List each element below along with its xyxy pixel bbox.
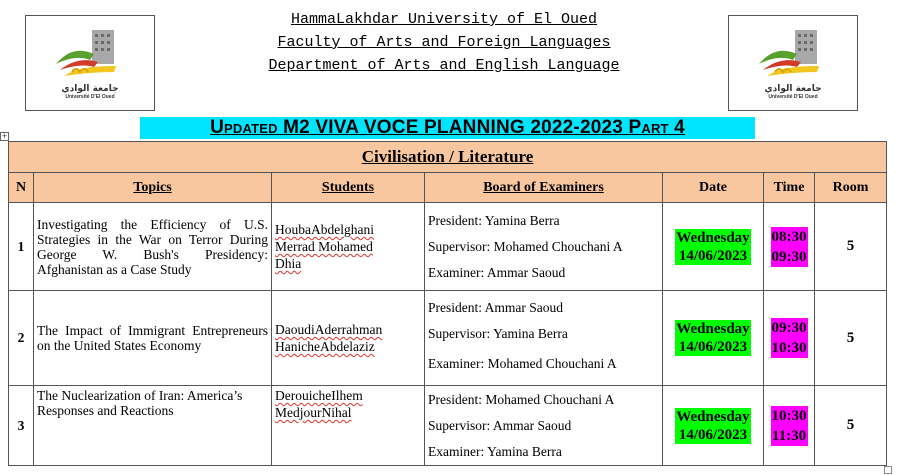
board-examiner: Examiner: Ammar Saoud	[428, 264, 566, 280]
date-cell	[663, 386, 764, 466]
date-highlight	[675, 229, 750, 265]
board-president: President: Yamina Berra	[428, 212, 560, 228]
logo-arabic-text: جامعة الوادي	[61, 84, 119, 94]
date-day: Wednesday	[676, 321, 750, 337]
board-supervisor: Supervisor: Ammar Saoud	[428, 417, 572, 433]
time-start: 08:30	[771, 228, 807, 245]
time-highlight	[771, 227, 808, 267]
student-name: MedjourNihal	[275, 405, 352, 420]
faculty-name: Faculty of Arts and Foreign Languages	[277, 34, 611, 51]
room-cell: 5	[815, 291, 887, 386]
university-name: HammaLakhdar University of El Oued	[290, 11, 598, 28]
board-cell	[425, 203, 663, 291]
board-supervisor: Supervisor: Yamina Berra	[428, 326, 568, 341]
table-row	[9, 203, 887, 291]
date-cell	[663, 203, 764, 291]
department-name: Department of Arts and English Language	[268, 57, 620, 74]
board-president: President: Mohamed Chouchani A	[428, 391, 615, 407]
table-move-handle-icon[interactable]: +	[1, 132, 8, 140]
topic-text: The Nuclearization of Iran: America’s Responses and Reactions	[37, 388, 243, 418]
column-header-time: Time	[764, 173, 815, 203]
university-logo-right	[728, 15, 858, 111]
time-end: 09:30	[771, 248, 807, 265]
row-number: 2	[9, 291, 34, 386]
time-end: 11:30	[771, 427, 807, 444]
table-row	[9, 291, 887, 386]
column-header-room: Room	[815, 173, 887, 203]
students-cell	[272, 386, 425, 466]
institution-header	[160, 8, 728, 77]
student-name: HanicheAbdelaziz	[275, 339, 375, 354]
topic-cell: The Impact of Immigrant Entrepreneurs on the United States Economy	[34, 291, 272, 386]
viva-planning-table	[8, 141, 887, 466]
board-supervisor: Supervisor: Mohamed Chouchani A	[428, 238, 623, 254]
date-value: 14/06/2023	[678, 247, 748, 264]
row-number: 1	[9, 203, 34, 291]
logo-latin-text: Université D'El Oued	[768, 94, 818, 100]
date-cell	[663, 291, 764, 386]
topic-cell: Investigating the Efficiency of U.S. Strategies in the War on Terror During George W. Bush's Presidency: Afghanistan as a Case Study	[34, 203, 272, 291]
university-logo-left	[25, 15, 155, 111]
time-start: 10:30	[771, 407, 807, 424]
column-header-date: Date	[663, 173, 764, 203]
board-examiner: Examiner: Yamina Berra	[428, 443, 562, 459]
logo-latin-text: Université D'El Oued	[65, 94, 115, 100]
room-cell: 5	[815, 386, 887, 466]
board-cell	[425, 386, 663, 466]
student-name: DerouicheIlhem	[275, 388, 363, 403]
table-resize-handle-icon[interactable]	[884, 466, 892, 474]
column-header-board: Board of Examiners	[425, 173, 663, 203]
time-end: 10:30	[771, 340, 807, 356]
time-cell	[764, 386, 815, 466]
logo-arabic-text: جامعة الوادي	[764, 84, 822, 94]
time-highlight	[771, 318, 808, 358]
column-header-n: N	[9, 173, 34, 203]
date-day: Wednesday	[676, 229, 750, 246]
time-cell	[764, 203, 815, 291]
row-number: 3	[9, 386, 34, 466]
room-cell: 5	[815, 203, 887, 291]
date-value: 14/06/2023	[678, 426, 748, 443]
date-highlight	[675, 408, 750, 444]
student-name: HoubaAbdelghani	[275, 222, 374, 237]
date-day: Wednesday	[676, 408, 750, 425]
section-heading: Civilisation / Literature	[9, 142, 887, 173]
board-examiner: Examiner: Mohamed Chouchani A	[428, 356, 617, 371]
table-row	[9, 386, 887, 466]
planning-title: Updated M2 VIVA VOCE PLANNING 2022-2023 Part 4	[140, 117, 755, 139]
date-highlight	[675, 320, 750, 356]
student-name: Dhia	[275, 256, 302, 271]
board-president: President: Ammar Saoud	[428, 300, 563, 315]
student-name: DaoudiAderrahman	[275, 322, 383, 337]
university-emblem-icon	[50, 26, 130, 84]
column-header-topics: Topics	[34, 173, 272, 203]
students-cell	[272, 291, 425, 386]
university-emblem-icon	[753, 26, 833, 84]
students-cell	[272, 203, 425, 291]
date-value: 14/06/2023	[678, 339, 748, 355]
topic-cell	[34, 386, 272, 466]
student-name: Merrad Mohamed	[275, 239, 373, 254]
time-highlight	[771, 406, 808, 446]
time-start: 09:30	[771, 320, 807, 336]
time-cell	[764, 291, 815, 386]
board-cell	[425, 291, 663, 386]
column-header-students: Students	[272, 173, 425, 203]
